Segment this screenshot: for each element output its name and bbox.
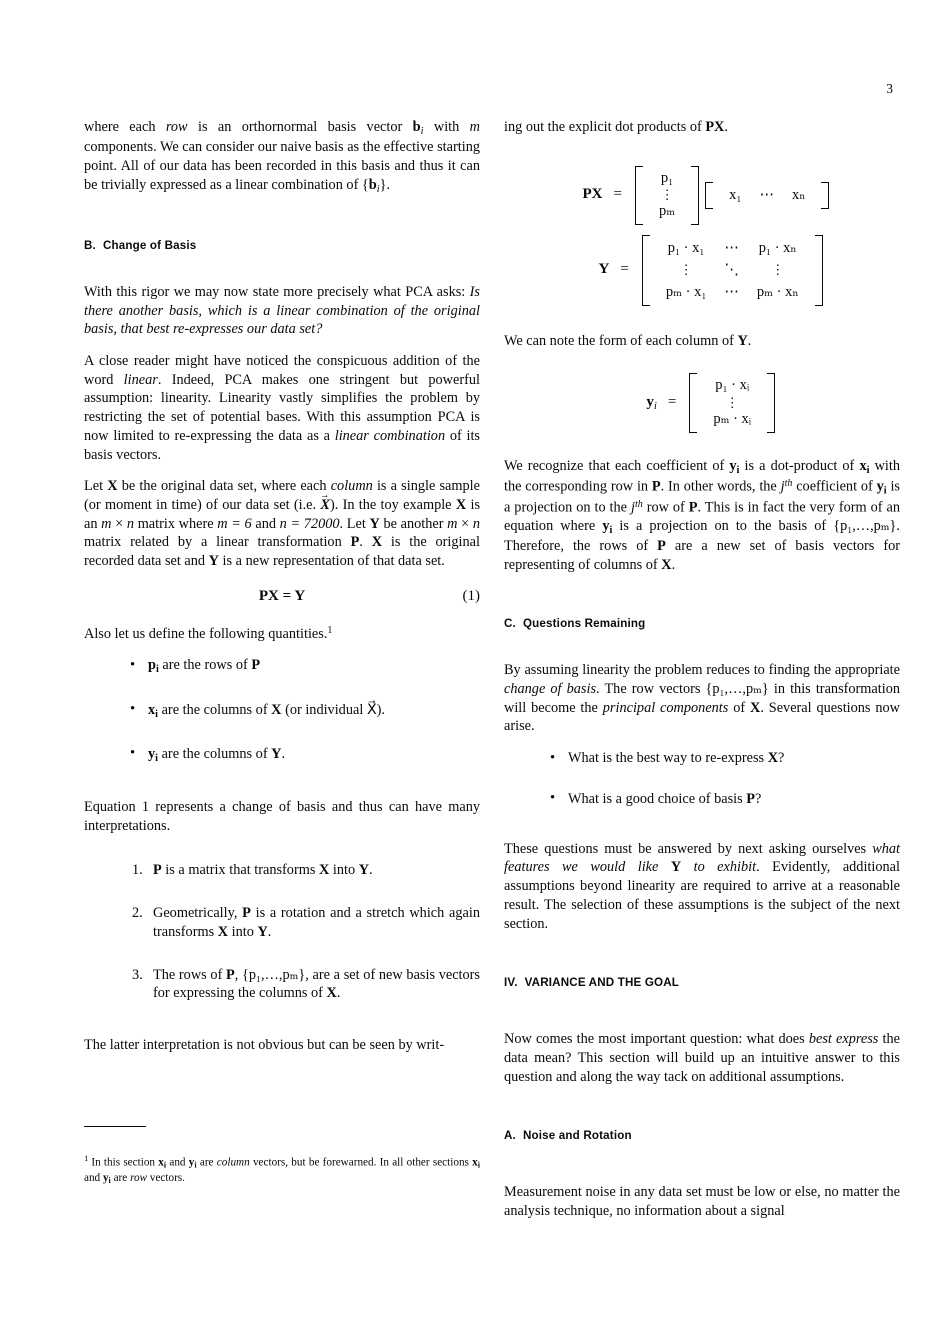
superscript-th: th — [784, 477, 793, 489]
spacer — [504, 363, 900, 371]
matrix-cell: x₁ — [729, 186, 742, 203]
symbol-P: P — [350, 534, 360, 551]
text-fragment: matrix related by a linear transformation — [84, 534, 351, 551]
spacer — [84, 789, 480, 798]
symbol-P: P — [746, 790, 755, 807]
paragraph-equation-interpretations: Equation 1 represents a change of basis and thus can have many interpretations. — [84, 799, 480, 834]
emphasis-change-of-basis: change of basis — [504, 681, 597, 698]
symbol-x: x — [859, 457, 867, 474]
column-vector-p — [635, 164, 699, 227]
matrix-cell-vdots: ⋮ — [679, 262, 693, 278]
spacer — [504, 990, 900, 1030]
section-heading-variance-and-the-goal — [504, 976, 900, 990]
bracket-right — [767, 373, 775, 432]
text-fragment: ing out the explicit dot products of — [504, 119, 706, 135]
text-fragment: . — [369, 862, 373, 879]
list-item — [550, 790, 900, 809]
subscript-i-2: i — [108, 1176, 111, 1186]
text-fragment: are the rows of — [158, 657, 252, 674]
paragraph-note-form — [504, 332, 900, 351]
subscript-i: i — [653, 399, 657, 412]
text-fragment: is the original recorded data set and — [84, 534, 480, 570]
footnote-area — [84, 1126, 480, 1187]
bracket-contents — [650, 235, 815, 306]
spacer — [504, 1143, 900, 1183]
text-fragment: where each — [84, 119, 166, 135]
matrix-cell: p₁ · xₙ — [758, 239, 797, 256]
section-label: IV. — [504, 976, 518, 990]
text-fragment: . The row vectors {p₁,…,pₘ} in this transformation will become the — [504, 681, 901, 716]
paragraph-measurement-noise: Measurement noise in any data set must be low or else, no matter the analysis technique, no information about a signal — [504, 1184, 900, 1219]
subscript-i-3: i — [609, 524, 613, 536]
symbol-Y: Y — [358, 862, 370, 879]
symbol-n-1: n — [126, 515, 135, 532]
text-fragment: is a projection on to the basis of {p₁,…,pₘ}. Therefore, the rows of — [504, 517, 900, 554]
symbol-P-3: P — [657, 537, 666, 554]
symbol-Y: Y — [369, 515, 380, 532]
text-fragment: }. — [379, 176, 391, 193]
text-fragment: In this section — [91, 1156, 159, 1169]
list-item — [550, 749, 900, 768]
emphasis-pca-question: Is there another basis, which is a linear combination of the original basis, that best re-expresses our data set? — [84, 283, 480, 338]
spacer — [504, 587, 900, 617]
value-m: m = 6 — [217, 515, 252, 532]
matrix-y-body — [642, 233, 823, 308]
text-fragment: . Indeed, PCA makes one stringent but powerful assumption: linearity. Linearity vastly simplifies the problem by restricting the set of potential bases. With this assumption PCA is now limited to re-expressing the data as a — [84, 371, 480, 444]
matrix-cell: pₘ · x₁ — [665, 283, 707, 300]
symbol-Y: Y — [257, 923, 268, 940]
symbol-x: x — [158, 1156, 164, 1169]
text-fragment: row of — [642, 499, 689, 516]
text-fragment: With this rigor we may now state more precisely what PCA asks: — [84, 283, 470, 300]
list-item — [130, 745, 480, 765]
text-fragment: Now comes the most important question: what does — [504, 1031, 809, 1048]
left-column — [84, 118, 480, 1055]
text-fragment: What is a good choice of basis — [568, 790, 747, 807]
symbol-y-2: y — [102, 1172, 109, 1185]
paragraph-recognize-coefficient — [504, 457, 900, 575]
matrix-cell: p₁ · x₁ — [667, 239, 705, 256]
symbol-m-1: m — [101, 515, 112, 532]
text-fragment: We recognize that each coefficient of — [504, 457, 730, 474]
list-item — [132, 861, 480, 880]
text-fragment: are — [196, 1156, 217, 1169]
equation-1-body: PX = Y — [258, 587, 306, 604]
bracket-contents — [697, 373, 767, 432]
text-fragment: Let — [84, 478, 108, 495]
superscript-th-2: th — [634, 498, 643, 510]
spacer — [84, 209, 480, 239]
symbol-X: X — [217, 923, 229, 940]
symbol-X: X — [326, 985, 337, 1002]
text-fragment: coefficient of — [792, 478, 877, 495]
bracket-right — [821, 182, 829, 209]
subscript-i: i — [420, 125, 424, 137]
symbol-X: X — [107, 478, 118, 495]
bracket-right — [691, 166, 699, 225]
symbol-P: P — [651, 478, 661, 495]
section-title: Noise and Rotation — [522, 1129, 632, 1143]
paragraph-these-questions — [504, 840, 900, 934]
text-fragment: are the columns of — [158, 745, 272, 762]
subscript-i-2: i — [477, 1160, 480, 1170]
bracket-left — [689, 373, 697, 432]
symbol-X: X — [271, 701, 282, 718]
footnote-number: 1 — [84, 1153, 89, 1163]
symbol-y: y — [729, 457, 737, 474]
text-fragment: The rows of — [153, 966, 227, 983]
symbol-j-2: j — [630, 499, 635, 516]
spacer — [504, 946, 900, 976]
text-fragment: . — [336, 985, 341, 1002]
subscript-i: i — [736, 464, 740, 476]
paragraph-ing-out — [504, 118, 900, 137]
matrix-cell-cdots: ⋯ — [724, 283, 739, 300]
equals-sign: = — [620, 261, 629, 278]
bracket-left — [635, 166, 643, 225]
emphasis-what-features-2: to exhibit — [681, 859, 757, 876]
bracket-left — [705, 182, 713, 209]
spacer — [504, 1099, 900, 1129]
matrix-cell: pₘ · xᵢ — [713, 410, 752, 427]
emphasis-best-express: best express — [808, 1031, 879, 1048]
paragraph-linearity — [84, 352, 480, 464]
subscript-i: i — [155, 752, 159, 764]
symbol-Y: Y — [737, 332, 748, 349]
text-fragment: These questions must be answered by next asking ourselves — [504, 840, 873, 857]
emphasis-linear-combination: linear combination — [334, 427, 446, 444]
text-fragment: is a new representation of that data set. — [218, 553, 445, 570]
text-fragment: with the corresponding row in — [504, 457, 900, 495]
text-fragment: Also let us define the following quantities. — [84, 625, 328, 642]
text-fragment: . This is in fact the very form of an equation where — [504, 499, 900, 534]
interpretation-list — [84, 861, 480, 1003]
subscript-i: i — [155, 708, 159, 720]
symbol-PX: PX — [705, 119, 725, 135]
symbol-b: b — [412, 119, 421, 135]
text-fragment: and — [251, 515, 280, 532]
symbol-X: X — [318, 862, 330, 879]
symbol-y: y — [188, 1156, 195, 1169]
text-fragment: ? — [778, 750, 785, 767]
value-n: n = 72000 — [279, 515, 340, 532]
matrix-cell-cdots: ⋯ — [759, 186, 774, 203]
symbol-Y: Y — [271, 745, 282, 762]
text-fragment: Geometrically, — [153, 905, 243, 922]
matrix-cell-ddots: ⋱ — [724, 261, 739, 278]
text-fragment: . — [747, 332, 752, 349]
section-title: VARIANCE AND THE GOAL — [524, 976, 680, 990]
subscript-i: i — [194, 1160, 197, 1170]
matrix-cell: p₁ · xᵢ — [715, 377, 750, 394]
section-heading-questions-remaining — [504, 617, 900, 631]
text-fragment: is a projection on to the — [504, 478, 900, 516]
text-fragment: and — [166, 1156, 189, 1169]
paragraph-assuming-linearity — [504, 661, 900, 736]
text-fragment: ? — [755, 790, 762, 807]
symbol-m-2: m — [447, 515, 458, 532]
symbol-X: X — [661, 556, 672, 573]
text-fragment: is an orthornormal basis vector — [187, 119, 413, 135]
definition-bullet-list — [84, 656, 480, 765]
equals-sign: = — [667, 394, 677, 411]
subscript-i: i — [155, 664, 159, 676]
text-fragment: . — [671, 556, 676, 573]
symbol-y: y — [148, 745, 156, 762]
list-item — [132, 966, 480, 1003]
bracket-contents — [643, 166, 691, 225]
emphasis-linear: linear — [123, 371, 158, 388]
matrix-lhs-PX: PX — [582, 186, 603, 203]
emphasis-column: column — [330, 478, 373, 495]
column-vector-yi — [689, 371, 775, 434]
questions-bullet-list — [504, 749, 900, 808]
text-fragment: of — [728, 699, 750, 716]
section-label: C. — [504, 617, 516, 631]
emphasis-column: column — [216, 1156, 250, 1169]
text-fragment: ). In the toy example — [329, 497, 456, 514]
section-heading-change-of-basis — [84, 239, 480, 253]
text-fragment: is a rotation and a stretch which again transforms — [153, 905, 480, 940]
symbol-P-2: P — [688, 499, 698, 516]
bracket-right — [815, 235, 823, 306]
page-number: 3 — [886, 81, 893, 96]
spacer — [504, 831, 900, 840]
matrix-cell: xₙ — [791, 186, 806, 203]
bracket-left — [642, 235, 650, 306]
matrix-cell-vdots: ⋮ — [725, 395, 739, 411]
text-fragment: matrix where — [134, 515, 218, 532]
symbol-n-2: n — [472, 515, 481, 532]
right-column — [504, 118, 900, 1221]
text-fragment: is a dot-product of — [739, 457, 860, 474]
equation-1-number: (1) — [462, 587, 480, 604]
spacer — [504, 631, 900, 661]
footnote-marker: 1 — [327, 624, 333, 636]
symbol-X-2: X — [455, 497, 467, 514]
list-item — [132, 904, 480, 941]
matrix-grid — [657, 238, 808, 303]
matrix-cell-vdots: ⋮ — [771, 262, 785, 278]
symbol-j: j — [780, 478, 785, 495]
footnote-text — [84, 1153, 480, 1187]
symbol-b-2: b — [368, 176, 377, 193]
subscript-i-2: i — [883, 485, 887, 497]
symbol-Y: Y — [670, 859, 682, 876]
text-fragment: We can note the form of each column of — [504, 332, 738, 349]
text-fragment: is a single sample (or moment in time) of our data set (i.e. — [84, 478, 480, 514]
text-fragment: is an — [84, 497, 481, 532]
text-fragment: . Let — [339, 515, 370, 532]
list-item — [130, 701, 480, 721]
row-vector-x — [705, 180, 829, 211]
text-fragment: , {p₁,…,pₘ}, are a set of new basis vectors for expressing the columns of — [153, 966, 480, 1002]
section-label: A. — [504, 1129, 516, 1143]
text-fragment: What is the best way to re-express — [568, 750, 768, 767]
text-fragment: be the original data set, where each — [117, 478, 331, 495]
symbol-p: p — [148, 657, 156, 674]
text-fragment: be another — [379, 515, 448, 532]
section-title: Change of Basis — [102, 238, 197, 252]
text-fragment: . — [267, 923, 272, 940]
paragraph-best-express — [504, 1030, 900, 1086]
emphasis-row: row — [130, 1172, 148, 1185]
bracket-contents — [713, 182, 821, 209]
text-fragment: . In other words, the — [660, 478, 781, 495]
text-fragment: . Evidently, additional assumptions beyond linearity are required to arrive at a reasonable result. The selection of these assumptions is the subject of the next section. — [504, 859, 900, 932]
symbol-y-3: y — [602, 517, 610, 534]
spacer — [504, 150, 900, 164]
text-fragment: of its basis vectors. — [84, 427, 480, 463]
symbol-X: X — [749, 699, 761, 716]
paragraph-latter-interpretation: The latter interpretation is not obvious but can be seen by writ- — [84, 1037, 445, 1054]
text-fragment: the data mean? This section will build up an intuitive answer to this question and along the way tack on additional assumptions. — [504, 1031, 900, 1085]
text-fragment: . — [724, 119, 728, 135]
spacer — [504, 308, 900, 332]
text-fragment: . — [359, 534, 372, 551]
symbol-x-2: x — [472, 1156, 478, 1169]
spacer — [84, 253, 480, 283]
footnote-rule — [84, 1126, 146, 1127]
symbol-P: P — [251, 657, 261, 674]
spacer — [84, 848, 480, 857]
paragraph-orthonormal-basis — [84, 118, 480, 196]
emphasis-principal-components: principal components — [602, 699, 729, 716]
matrix-cell: pₘ · xₙ — [756, 283, 799, 300]
text-fragment: and — [84, 1172, 103, 1185]
equals-sign: = — [613, 186, 622, 203]
section-label: B. — [84, 238, 96, 252]
times-operator: × — [111, 515, 127, 532]
emphasis-what-features-1: what features we would like — [504, 840, 900, 876]
paragraph-pca-asks — [84, 283, 480, 339]
symbol-P: P — [242, 905, 251, 922]
matrix-cell-cdots: ⋯ — [724, 239, 739, 256]
text-fragment: (or individual X⃗). — [281, 701, 385, 718]
text-fragment: into — [329, 862, 359, 879]
symbol-y: y — [646, 393, 654, 410]
matrix-equation-y — [504, 233, 900, 308]
symbol-Y-2: Y — [208, 553, 219, 570]
matrix-equation-yi — [504, 371, 900, 434]
times-operator-2: × — [457, 515, 473, 532]
symbol-x: x — [148, 701, 156, 718]
text-fragment: into — [228, 923, 258, 940]
equation-1 — [84, 587, 480, 607]
text-fragment: are a new set of basis vectors for representing of columns of — [504, 537, 900, 573]
text-fragment: are — [110, 1172, 131, 1185]
paragraph-define-quantities — [84, 624, 480, 644]
text-fragment: components. We can consider our naive basis as the effective starting point. All of our data has been recorded in this basis and thus it can be trivially expressed as a linear combination of { — [84, 139, 480, 193]
emphasis-row: row — [165, 119, 188, 135]
spacer — [504, 435, 900, 457]
matrix-equation-px — [504, 164, 900, 227]
text-fragment: . — [281, 745, 286, 762]
text-fragment: vectors, but be forewarned. In all other sections — [249, 1156, 473, 1169]
text-fragment: are the columns of — [158, 701, 272, 718]
symbol-X-vector: X → — [320, 496, 330, 515]
symbol-P: P — [226, 966, 235, 983]
list-item — [130, 656, 480, 676]
subscript-i: i — [163, 1160, 167, 1170]
spacer — [84, 1027, 480, 1036]
symbol-m: m — [469, 119, 480, 135]
text-fragment: with — [423, 119, 470, 135]
section-title: Questions Remaining — [522, 617, 646, 631]
matrix-cell: p₁ — [660, 169, 674, 186]
symbol-X-3: X — [371, 534, 383, 551]
subscript-i-2: i — [376, 183, 380, 195]
text-fragment: By assuming linearity the problem reduces to finding the appropriate — [504, 662, 900, 679]
matrix-lhs-yi — [629, 393, 657, 413]
section-heading-noise-and-rotation — [504, 1129, 900, 1143]
text-fragment: . Several questions now arise. — [504, 699, 900, 735]
symbol-y-2: y — [876, 478, 884, 495]
symbol-X: X — [767, 750, 779, 767]
symbol-P: P — [153, 862, 162, 879]
subscript-i: i — [866, 464, 870, 476]
paragraph-let-x — [84, 477, 480, 571]
text-fragment: is a matrix that transforms — [161, 862, 319, 879]
text-fragment: A close reader might have noticed the conspicuous addition of the word — [84, 353, 480, 388]
matrix-cell: pₘ — [658, 203, 676, 220]
text-fragment: vectors. — [147, 1172, 185, 1185]
matrix-lhs-Y: Y — [598, 261, 610, 278]
matrix-cell-vdots: ⋮ — [660, 187, 674, 203]
